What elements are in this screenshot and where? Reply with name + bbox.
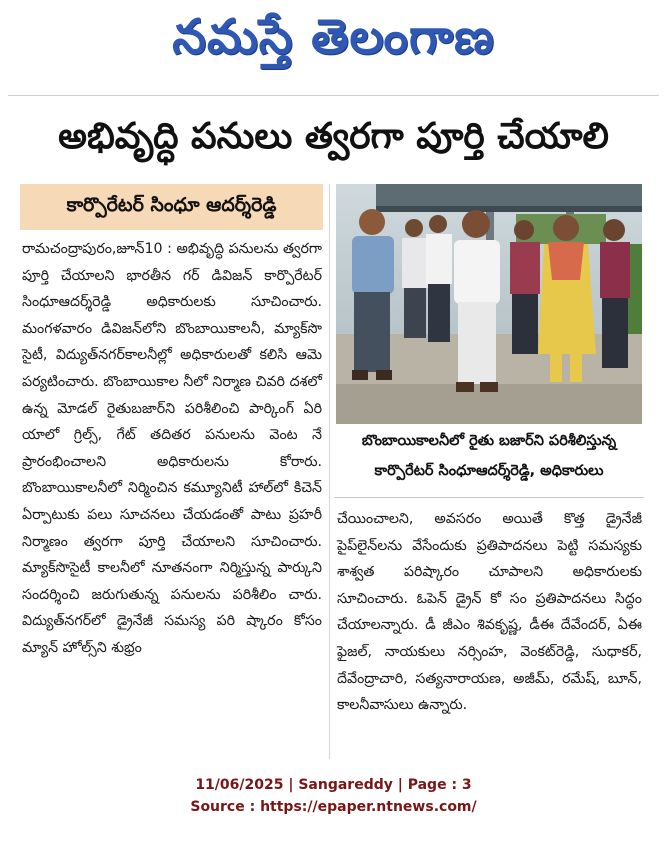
article-paragraph: రామచంద్రాపురం,జూన్10 : అభివృద్ధి పనులను త్వరగా పూర్తి చేయాలని భారతీన గర్ డివిజన్ కార్పొరేటర్ సింధూఆదర్శ్‌రెడ్డి అధికారులకు సూచించారు. మంగళవారం డివిజన్‌లోని బొంబాయికాలనీ, మ్యాక్‌సొ సైటీ, విద్యుత్‌నగర్‌కాలనీల్లో అధికారులతో కలిసి ఆమె పర్యటించారు. బొంబాయికాల నీలో నిర్మాణ చివరి దశలో ఉన్న మోడల్ రైతుబజార్‌ని పరిశీలించి పార్కింగ్ ఏరి యాలో గ్రిల్స్, గేట్ తదితర పనులను వెంట నే ప్రారంభించాలని అధికారులను కోరారు. బొంబాయికాలనీలో నిర్మించిన కమ్యూనిటీ హాల్‌లో కిచెన్ ఏర్పాటుకు పలు సూచనలు చేయడంతో పాటు ప్రహరీ నిర్మాణం త్వరగా పూర్తి చేయాలని సూచించారు. మ్యాక్‌సొసైటీ కాలనీలో నూతనంగా నిర్మిస్తున్న పార్కుని సందర్శించి జరుగుతున్న పనులను పరిశీలిం చారు. విద్యుత్‌నగర్‌లో డ్రైనేజీ సమస్య పరి ష్కారం కోసం మ్యాన్ హోల్స్‌ని శుభ్రం xyxy=(22,241,322,656)
article-subheadline-box xyxy=(20,184,323,230)
article-headline: అభివృద్ధి పనులు త్వరగా పూర్తి చేయాలి xyxy=(58,116,609,157)
column-divider xyxy=(329,184,330,759)
footer-date-edition-page: 11/06/2025 | Sangareddy | Page : 3 xyxy=(195,777,472,793)
photo-caption-line: కార్పొరేటర్ సింధూఆదర్శ్‌రెడ్డి, అధికారులు xyxy=(374,463,604,479)
photo-caption xyxy=(334,426,644,498)
news-photo xyxy=(336,184,642,424)
article-body-right-column xyxy=(337,506,642,719)
article-subheadline: కార్పొరేటర్ సింధూ ఆదర్శ్‌రెడ్డి xyxy=(66,193,277,216)
headline-band xyxy=(8,95,659,185)
epaper-footer xyxy=(0,774,667,818)
newspaper-masthead xyxy=(0,0,667,86)
article-paragraph: చేయించాలని, అవసరం అయితే కొత్త డ్రైనేజీ పైప్‌లైన్‌లను వేసేందుకు ప్రతిపాదనలు పెట్టి సమస్యకు శాశ్వత పరిష్కారం చూపాలని అధికారులకు సూచించారు. ఓపెన్ డ్రైన్ కో సం ప్రతిపాదనలు సిద్ధం చేయాలన్నారు. డీ జీఎం శివకృష్ణ, డీఈ దేవేందర్, ఏఈ ఫైజల్, నాయకులు నర్సింహ, వెంకట్‌రెడ్డి, సుధాకర్, దేవేంద్రాచారి, సత్యనారాయణ, అజీమ్, రమేష్, బూన్, కాలనీవాసులు ఉన్నారు. xyxy=(337,511,642,714)
photo-caption-line: బొంబాయికాలనీలో రైతు బజార్‌ని పరిశీలిస్తున్న xyxy=(361,433,617,449)
masthead-title: నమస్తే తెలంగాణ xyxy=(172,9,495,65)
article-body-left-column xyxy=(22,236,322,662)
footer-source-link[interactable]: Source : https://epaper.ntnews.com/ xyxy=(190,799,477,815)
news-photo-illustration xyxy=(336,184,642,424)
